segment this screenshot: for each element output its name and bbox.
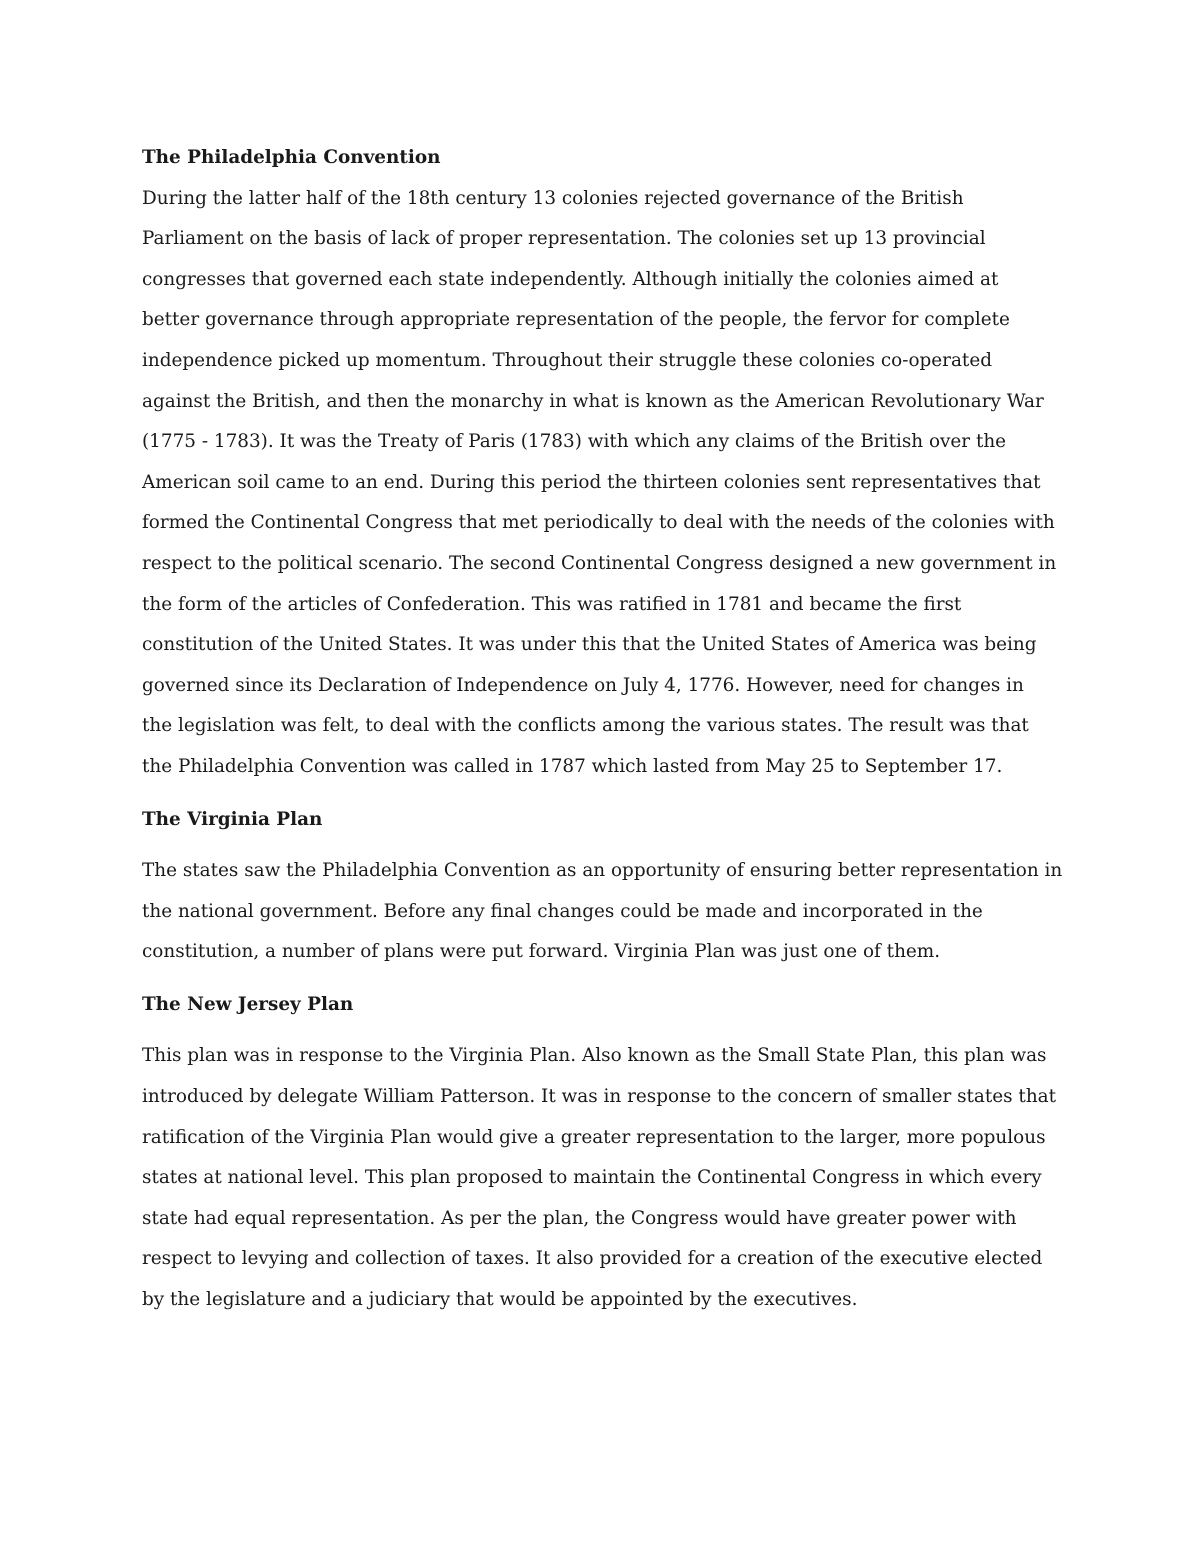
- paragraph-line: The states saw the Philadelphia Convention as an opportunity of ensuring better representation in: [142, 860, 1063, 882]
- paragraph-line: constitution of the United States. It was under this that the United States of America was being: [142, 634, 1037, 656]
- paragraph-line: by the legislature and a judiciary that would be appointed by the executives.: [142, 1289, 858, 1311]
- section-heading: The Virginia Plan: [142, 808, 323, 830]
- paragraph-line: the legislation was felt, to deal with the conflicts among the various states. The result was that: [142, 715, 1029, 737]
- paragraph-line: states at national level. This plan proposed to maintain the Continental Congress in which every: [142, 1167, 1042, 1189]
- paragraph-line: During the latter half of the 18th century 13 colonies rejected governance of the British: [142, 187, 964, 209]
- paragraph-line: congresses that governed each state independently. Although initially the colonies aimed at: [142, 268, 999, 290]
- paragraph-line: better governance through appropriate representation of the people, the fervor for complete: [142, 309, 1010, 331]
- section-heading: The New Jersey Plan: [142, 993, 354, 1015]
- paragraph-line: state had equal representation. As per the plan, the Congress would have greater power with: [142, 1207, 1017, 1229]
- paragraph-line: introduced by delegate William Patterson. It was in response to the concern of smaller states that: [142, 1086, 1057, 1108]
- paragraph-line: respect to levying and collection of taxes. It also provided for a creation of the executive elected: [142, 1248, 1043, 1270]
- document-body: [142, 138, 1064, 1321]
- paragraph-line: against the British, and then the monarchy in what is known as the American Revolutionary War: [142, 390, 1044, 412]
- paragraph-line: respect to the political scenario. The second Continental Congress designed a new government in: [142, 552, 1057, 574]
- paragraph-line: independence picked up momentum. Throughout their struggle these colonies co-operated: [142, 349, 992, 371]
- paragraph-line: Parliament on the basis of lack of proper representation. The colonies set up 13 provincial: [142, 228, 986, 250]
- paragraph-line: the national government. Before any final changes could be made and incorporated in the: [142, 900, 983, 922]
- paragraph-line: ratification of the Virginia Plan would give a greater representation to the larger, more populous: [142, 1126, 1046, 1148]
- paragraph-line: the form of the articles of Confederation. This was ratified in 1781 and became the first: [142, 593, 962, 615]
- paragraph-line: American soil came to an end. During this period the thirteen colonies sent representatives that: [142, 471, 1041, 493]
- paragraph-line: formed the Continental Congress that met periodically to deal with the needs of the colonies with: [142, 512, 1055, 534]
- paragraph-line: constitution, a number of plans were put forward. Virginia Plan was just one of them.: [142, 941, 941, 963]
- paragraph-line: This plan was in response to the Virginia Plan. Also known as the Small State Plan, this plan was: [142, 1045, 1047, 1067]
- paragraph-line: governed since its Declaration of Independence on July 4, 1776. However, need for changes in: [142, 674, 1024, 696]
- paragraph-line: the Philadelphia Convention was called in 1787 which lasted from May 25 to September 17.: [142, 755, 1003, 777]
- paragraph-line: (1775 - 1783). It was the Treaty of Paris (1783) with which any claims of the British over the: [142, 431, 1007, 453]
- section-new-jersey-plan: [142, 985, 1064, 1321]
- section-heading: The Philadelphia Convention: [142, 147, 441, 168]
- section-philadelphia-convention: [142, 138, 1064, 788]
- section-virginia-plan: [142, 800, 1064, 973]
